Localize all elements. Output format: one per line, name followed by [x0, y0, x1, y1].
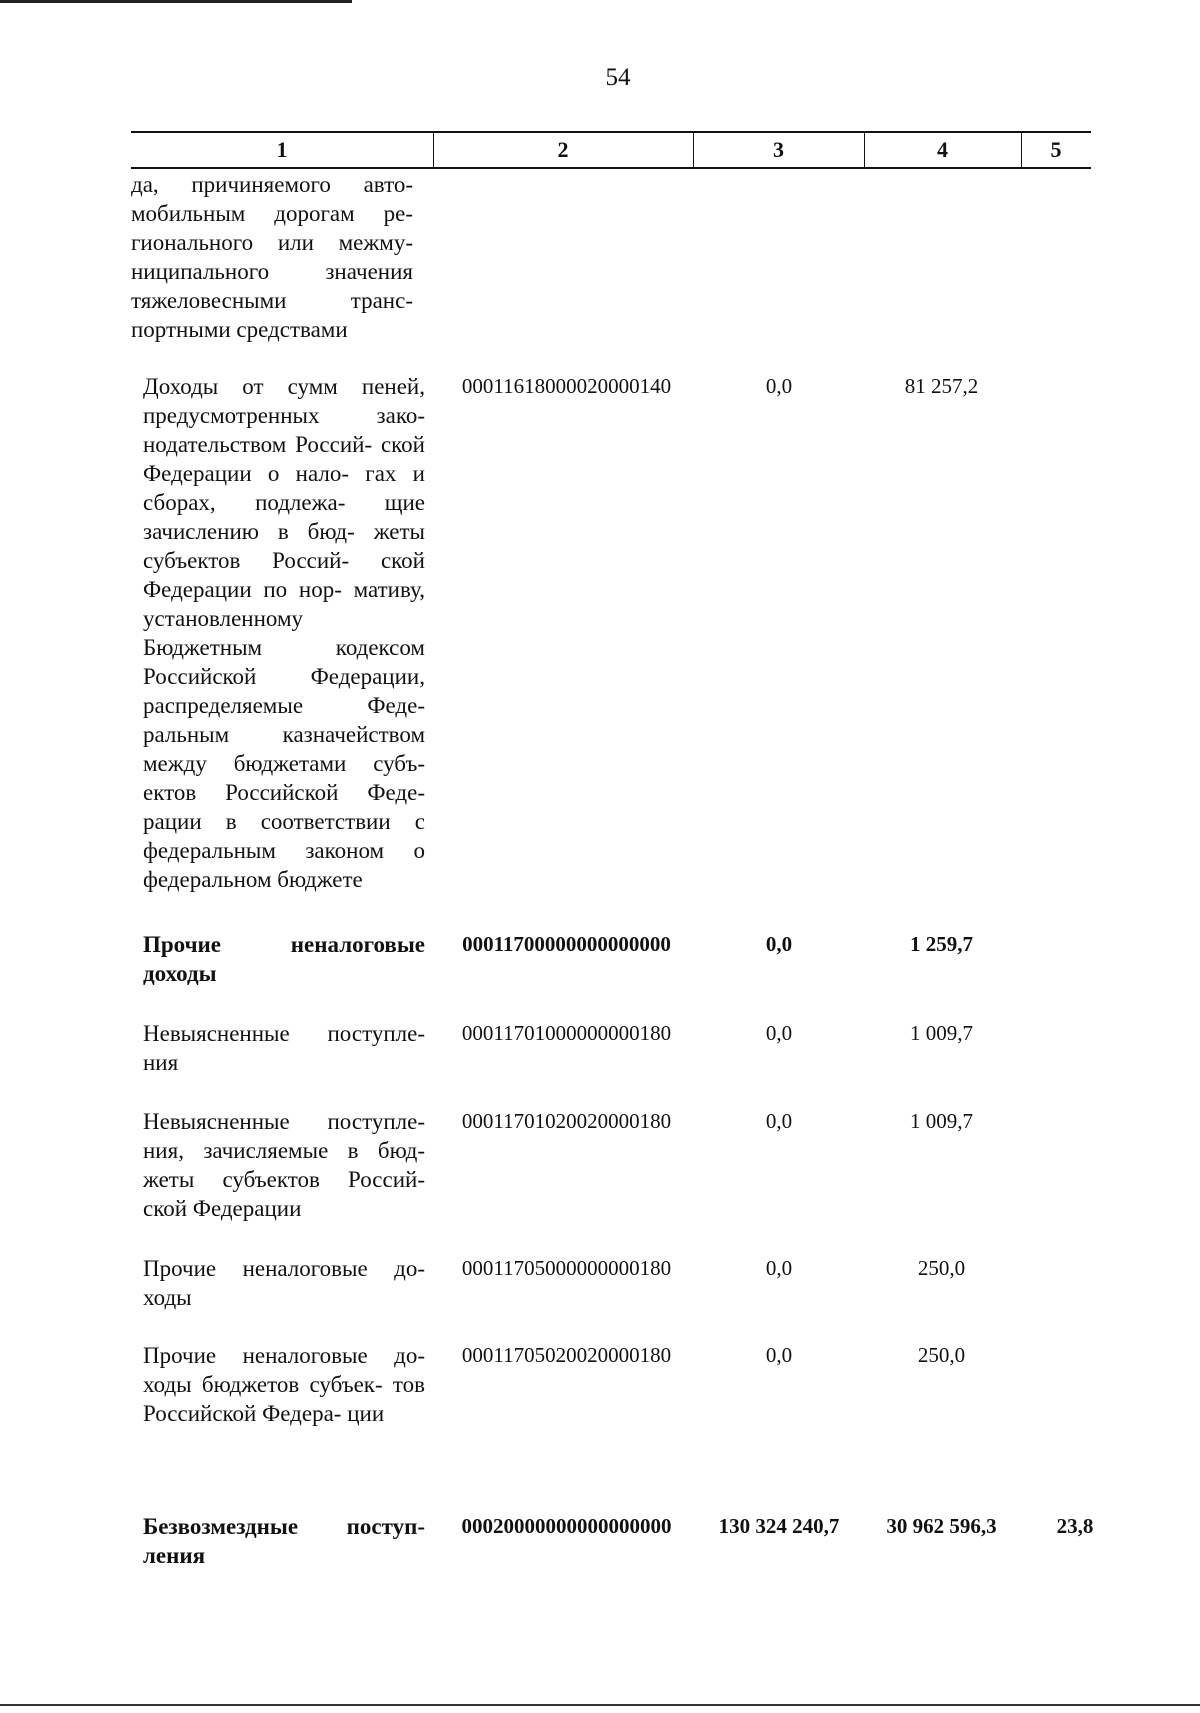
row-value-col3: 0,0 [765, 1343, 793, 1367]
page-number: 54 [605, 64, 631, 91]
row-description: да, причиняемого авто- мобильным дорогам ре- гионального или межму- ниципального значения тяжеловесными транс- портными средствами [131, 172, 413, 342]
column-header-3: 3 [773, 137, 784, 162]
row-code: 00020000000000000000 [461, 1514, 672, 1538]
row-value-col4: 1 009,7 [910, 1021, 973, 1045]
row-value-col4: 1 259,7 [910, 932, 973, 956]
row-value-col4: 1 009,7 [910, 1109, 973, 1133]
table-header [131, 131, 1091, 169]
row-value-col3: 0,0 [765, 1256, 793, 1280]
row-value-col3: 130 324 240,7 [718, 1514, 840, 1538]
column-header-4: 4 [937, 137, 948, 162]
column-header-5: 5 [1050, 137, 1062, 162]
row-code: 00011701020020000180 [461, 1109, 672, 1133]
row-description: Прочие неналоговые до- ходы [143, 1256, 425, 1310]
row-value-col3: 0,0 [765, 1109, 793, 1133]
column-header-2: 2 [557, 137, 569, 162]
row-value-col4: 250,0 [917, 1256, 966, 1280]
row-description: Безвозмездные поступ- ления [143, 1514, 425, 1568]
scan-artifact-line [0, 1704, 1200, 1706]
row-code: 00011701000000000180 [461, 1021, 672, 1045]
column-header-1: 1 [276, 137, 288, 162]
row-value-col3: 0,0 [765, 374, 793, 398]
row-value-col3: 0,0 [765, 1021, 793, 1045]
row-code: 00011705000000000180 [461, 1256, 672, 1280]
row-code: 00011700000000000000 [462, 932, 671, 956]
row-description: Прочие неналоговые до- ходы бюджетов субъек- тов Российской Федера- ции [143, 1343, 425, 1426]
row-value-col4: 250,0 [917, 1343, 966, 1367]
row-value-col4: 81 257,2 [904, 374, 979, 398]
row-description: Доходы от сумм пеней, предусмотренных зако- нодательством Россий- ской Федерации о нало- гах и сборах, подлежа- щие зачислению в бюд- жеты субъектов Россий- ской Федерации по нор- мативу, установленному Бюджетным кодексом Российской Федерации, распределяемые Феде- ральным казначейством между бюджетами субъ- ектов Российской Феде- рации в соответствии с федеральным законом о федеральном бюджете [143, 374, 425, 892]
row-value-col4: 30 962 596,3 [886, 1514, 997, 1538]
scan-artifact-line [0, 0, 352, 3]
row-description: Прочие неналоговые доходы [143, 932, 425, 986]
row-description: Невыясненные поступле- ния, зачисляемые в бюд- жеты субъектов Россий- ской Федерации [143, 1109, 425, 1221]
row-description: Невыясненные поступле- ния [143, 1021, 425, 1075]
row-code: 00011705020020000180 [461, 1343, 672, 1367]
row-code: 00011618000020000140 [461, 374, 672, 398]
row-value-col3: 0,0 [765, 932, 793, 956]
row-value-col5: 23,8 [1056, 1514, 1094, 1538]
